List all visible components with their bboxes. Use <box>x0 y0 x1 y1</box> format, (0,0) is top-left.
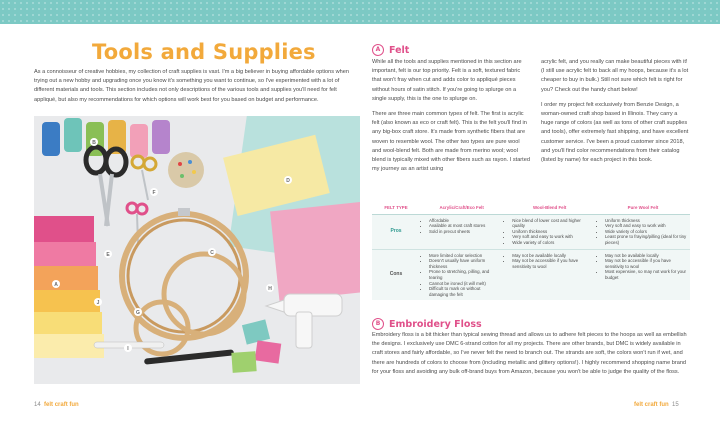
list-item: • Wide variety of colors <box>605 229 687 235</box>
felt-comparison-table <box>372 202 690 300</box>
felt-paragraph-3: acrylic felt, and you really can make beautiful pieces with it! (I still use acrylic felt to back all my hoops, because it's a lot cheaper to buy in bulk.) Still not sure which felt is right for you? Check out the handy chart below! <box>541 59 689 93</box>
list-item: • May not be available locally <box>605 253 687 259</box>
list-item: • Very soft and easy to work with <box>605 223 687 229</box>
table-cell <box>596 249 690 300</box>
list-item: • May not be accessible if you have sensitivity to wool <box>605 258 687 269</box>
list-item: • May not be accessible if you have sensitivity to wool <box>512 258 593 269</box>
list-item: • Most expensive, so may not work for your budget <box>605 269 687 280</box>
floss-bundle <box>42 122 60 156</box>
floss-bundle <box>130 124 148 158</box>
floss-heading-text: Embroidery Floss <box>389 318 482 330</box>
photo-label-e: E <box>106 252 110 258</box>
scissors <box>86 147 126 226</box>
photo-label-h: H <box>268 286 272 292</box>
list-item: • Affordable <box>429 218 500 224</box>
photo-label-d: D <box>286 178 290 184</box>
list-item: • Prone to stretching, pilling, and tearing <box>429 269 500 280</box>
floss-bundle <box>64 118 82 152</box>
folio-title-left: felt craft fun <box>44 402 79 408</box>
table-header-cell: Acrylic/Craft/Eco Felt <box>420 202 503 214</box>
felt-paragraph-2: There are three main common types of felt. The first is acrylic felt (also known as eco or craft felt). This is the felt you'll find in any big-box craft store. It's made from synthetic fibers that are woven to resemble wool. The other two types are pure wool and wool-blend felt. Both are made from merino wool; wool blend is typically mixed with other fibers such as rayon. I started my journey as an artist using <box>372 111 530 173</box>
list-item: • Doesn't usually have uniform thickness <box>429 258 500 269</box>
photo-label-i: I <box>127 346 129 352</box>
list-item: • Sold in precut sheets <box>429 229 500 235</box>
floss-paragraph: Embroidery floss is a bit thicker than typical sewing thread and allows us to adhere felt pieces to the hoops as well as embellish the designs. I exclusively use DMC 6-strand cotton for all my projects. There are other brands, but DMC is widely available in craft stores and fairly affordable, so I've never felt the need to branch out. The strands are soft, the colors won't run if wet, and there are hundreds of colors to choose from (including metallic and glittery options!). I highly recommend shopping name brand for your floss and avoiding any bulk off-brand buys from Amazon, because you won't be able to judge the quality of the floss. <box>372 332 687 375</box>
felt-badge: A <box>372 44 384 56</box>
floss-heading <box>372 318 482 330</box>
felt-stack <box>34 216 94 246</box>
supplies-photo <box>34 116 360 384</box>
embroidery-hoops <box>122 214 246 354</box>
table-row <box>372 214 690 249</box>
felt-heading-text: Felt <box>389 44 410 56</box>
floss-card <box>242 319 270 344</box>
intro-paragraph: As a connoisseur of creative hobbies, my collection of craft supplies is vast. I'm a big believer in buying affordable options when trying out a new hobby and upgrading once you know it's something you want to continue, so I've experimented with a lot of different materials and tools. This section includes not only descriptions of the various tools and supplies you'll need for felt appliqué, but also my recommendations for which options will work best for you based on budget and performance. <box>34 69 350 103</box>
list-item: • Uniform thickness <box>605 218 687 224</box>
list-item: • Cannot be ironed (it will melt) <box>429 281 500 287</box>
floss-card <box>255 340 282 363</box>
table-cell <box>503 249 596 300</box>
floss-card <box>231 351 256 373</box>
photo-label-a: A <box>54 282 58 288</box>
table-cell <box>420 214 503 249</box>
page-title: Tools and Supplies <box>92 40 316 64</box>
felt-paragraph-1: While all the tools and supplies mentioned in this section are important, felt is our top priority. Felt is a soft, textured fabric that won't fray when cut and adds color to appliqué pieces without hours of satin stitch. If you're going to splurge on a single supply, this is the one to splurge on. <box>372 59 522 102</box>
right-folio <box>634 402 679 408</box>
hoop-screw <box>178 208 190 216</box>
list-item: • Very soft and easy to work with <box>512 234 593 240</box>
photo-label-j: J <box>96 300 100 306</box>
table-header-cell: Wool-Blend Felt <box>503 202 596 214</box>
table-header-row <box>372 202 690 214</box>
felt-column-right <box>541 58 689 171</box>
floss-bundle <box>152 120 170 154</box>
table-cell <box>503 214 596 249</box>
row-label-pros: Pros <box>372 214 420 249</box>
table-row <box>372 249 690 300</box>
glue-gun <box>266 294 342 348</box>
photo-label-g: G <box>136 310 140 316</box>
photo-label-b: B <box>92 140 96 146</box>
list-item: • Available at most craft stores <box>429 223 500 229</box>
list-item: • May not be available locally <box>512 253 593 259</box>
photo-label-c: C <box>210 250 214 256</box>
list-item: • Nice blend of lower cost and higher quality <box>512 218 593 229</box>
page-number-left: 14 <box>34 402 41 408</box>
felt-paragraph-4: I order my project felt exclusively from Benzie Design, a woman-owned craft shop based in Illinois. They carry a huge range of colors (as well as tons of other craft supplies and tools), offer extremely fast shipping, and have excellent customer service. I've been a proud customer since 2018, and you'll find color recommendations from their catalog (listed by name) for each project in this book. <box>541 101 689 164</box>
table-cell <box>420 249 503 300</box>
table-header-cell: FELT TYPE <box>372 202 420 214</box>
pin-cushion <box>168 152 204 188</box>
felt-heading <box>372 44 409 56</box>
list-item: • More limited color selection <box>429 253 500 259</box>
list-item: • Wide variety of colors <box>512 240 593 246</box>
felt-column-left <box>372 58 530 180</box>
page-number-right: 15 <box>672 402 679 408</box>
table-cell <box>596 214 690 249</box>
folio-title-right: felt craft fun <box>634 402 669 408</box>
floss-badge: B <box>372 318 384 330</box>
row-label-cons: Cons <box>372 249 420 300</box>
list-item: • Uniform thickness <box>512 229 593 235</box>
decorative-top-band <box>0 0 720 24</box>
photo-label-f: F <box>152 190 156 196</box>
list-item: • Difficult to mark on without damaging the felt <box>429 286 500 297</box>
table-header-cell: Pure Wool Felt <box>596 202 690 214</box>
left-folio <box>34 402 79 408</box>
felt-sheet-pink <box>270 201 360 301</box>
list-item: • Least prone to fraying/pilling (ideal for tiny pieces) <box>605 234 687 245</box>
